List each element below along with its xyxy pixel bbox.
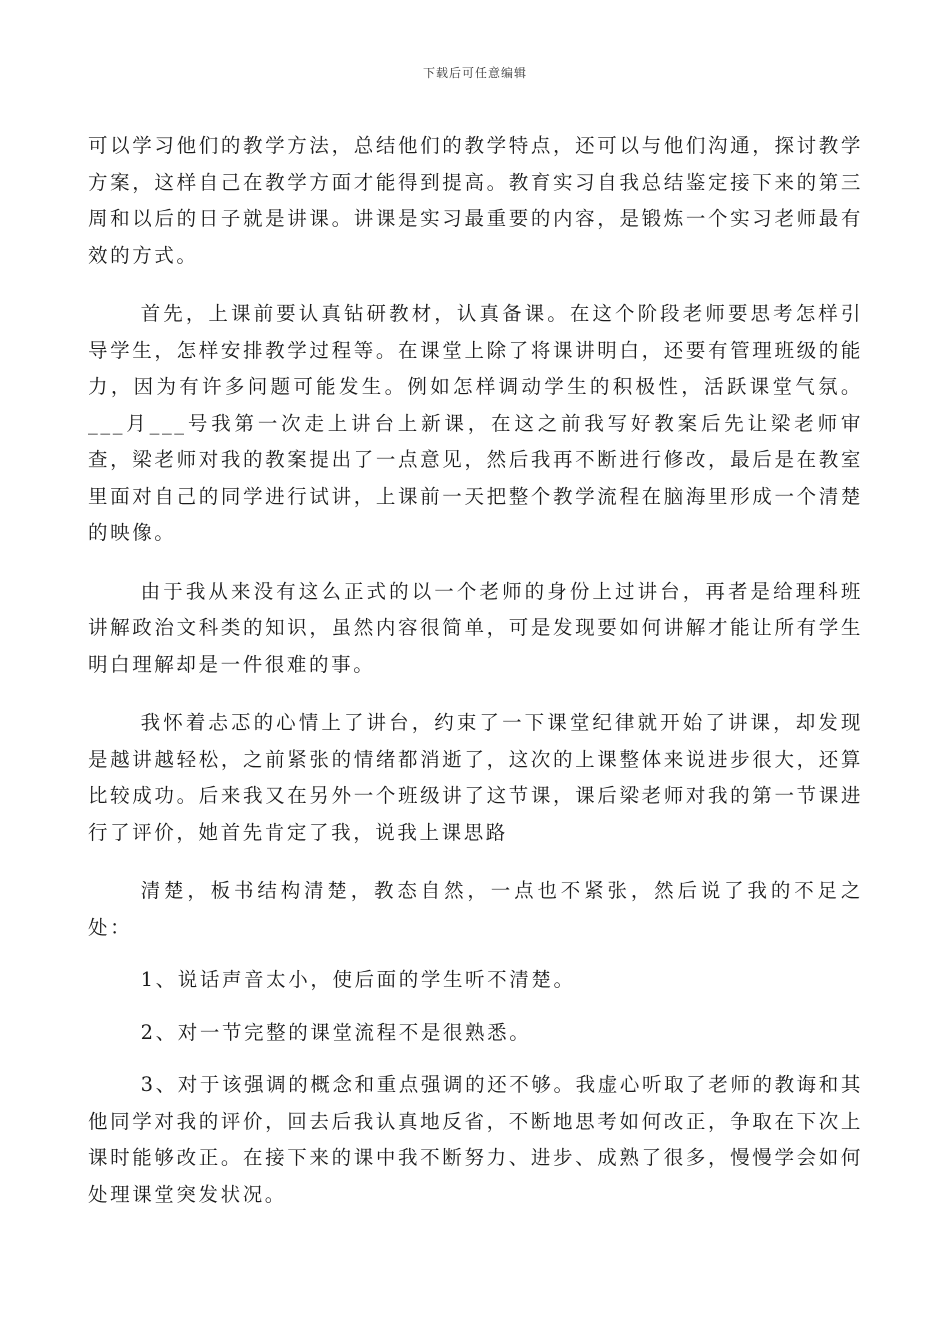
list-item-1: 1、说话声音太小，使后面的学生听不清楚。	[140, 968, 576, 991]
paragraph-1: 可以学习他们的教学方法，总结他们的教学特点，还可以与他们沟通，探讨教学方案，这样自己在教学方面才能得到提高。教育实习自我总结鉴定接下来的第三周和以后的日子就是讲课。讲课是实习最重要的内容，是锻炼一个实习老师最有效的方式。	[88, 134, 863, 267]
list-item-2: 2、对一节完整的课堂流程不是很熟悉。	[140, 1020, 532, 1044]
paragraph-3: 由于我从来没有这么正式的以一个老师的身份上过讲台，再者是给理科班讲解政治文科类的知识，虽然内容很简单，可是发现要如何讲解才能让所有学生明白理解却是一件很难的事。	[88, 579, 863, 676]
paragraph-2: 首先，上课前要认真钻研教材，认真备课。在这个阶段老师要思考怎样引导学生，怎样安排教学过程等。在课堂上除了将课讲明白，还要有管理班级的能力，因为有许多问题可能发生。例如怎样调动学生的积极性，活跃课堂气氛。___月___号我第一次走上讲台上新课，在这之前我写好教案后先让梁老师审查，梁老师对我的教案提出了一点意见，然后我再不断进行修改，最后是在教室里面对自己的同学进行试讲，上课前一天把整个教学流程在脑海里形成一个清楚的映像。	[88, 302, 863, 544]
paragraph-5: 清楚，板书结构清楚，教态自然，一点也不紧张，然后说了我的不足之处：	[88, 879, 863, 939]
list-item-3: 3、对于该强调的概念和重点强调的还不够。我虚心听取了老师的教诲和其他同学对我的评价，回去后我认真地反省，不断地思考如何改正，争取在下次上课时能够改正。在接下来的课中我不断努力、进步、成熟了很多，慢慢学会如何处理课堂突发状况。	[88, 1073, 863, 1206]
document-body	[88, 128, 863, 1235]
paragraph-4: 我怀着忐忑的心情上了讲台，约束了一下课堂纪律就开始了讲课，却发现是越讲越轻松，之前紧张的情绪都消逝了，这次的上课整体来说进步很大，还算比较成功。后来我又在另外一个班级讲了这节课，课后梁老师对我的第一节课进行了评价，她首先肯定了我，说我上课思路	[88, 711, 863, 844]
page-header: 下载后可任意编辑	[422, 66, 527, 80]
